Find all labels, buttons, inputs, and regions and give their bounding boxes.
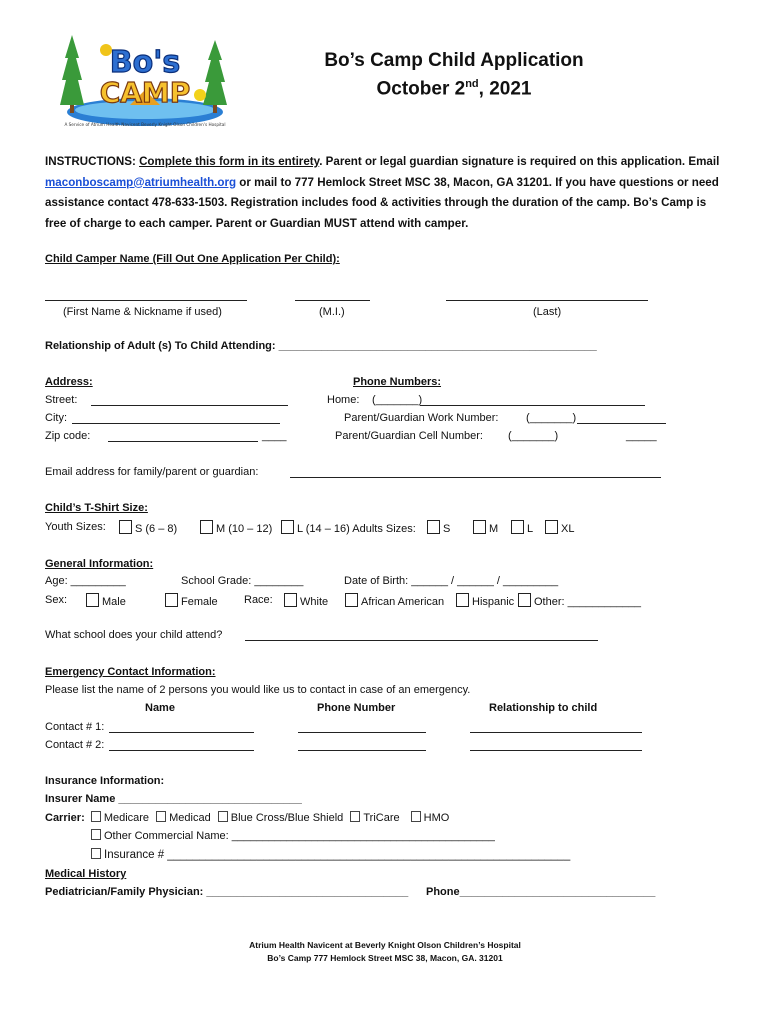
- other-commercial-checkbox[interactable]: [91, 829, 101, 840]
- youth-s-option[interactable]: [119, 520, 177, 535]
- email-label: Email address for family/parent or guardian:: [45, 466, 259, 478]
- checkbox[interactable]: [427, 520, 440, 534]
- hmo-label: HMO: [423, 812, 450, 824]
- insurance-number-row[interactable]: [91, 848, 570, 861]
- age-field[interactable]: Age: _________: [45, 575, 126, 587]
- checkbox[interactable]: [345, 593, 358, 607]
- youth-sizes-label: Youth Sizes:: [45, 521, 106, 533]
- checkbox[interactable]: [200, 520, 213, 534]
- cell-phone-field[interactable]: _____: [626, 430, 657, 442]
- address-heading: Address:: [45, 376, 93, 388]
- sex-male-option[interactable]: [86, 593, 126, 608]
- col-phone: Phone Number: [317, 702, 396, 714]
- adult-l-option[interactable]: [511, 520, 533, 535]
- checkbox[interactable]: [545, 520, 558, 534]
- instructions-label: INSTRUCTIONS:: [45, 155, 136, 168]
- option-label: White: [300, 596, 329, 608]
- medicad-label: Medicad: [169, 812, 211, 824]
- carrier-label: Carrier:: [45, 812, 85, 824]
- sex-female-option[interactable]: [165, 593, 218, 608]
- city-label: City:: [45, 412, 67, 424]
- checkbox[interactable]: [518, 593, 531, 607]
- checkbox[interactable]: [473, 520, 486, 534]
- physician-field[interactable]: Pediatrician/Family Physician: _________________________________: [45, 886, 409, 898]
- option-label: S (6 – 8): [135, 523, 178, 535]
- contact2-name-field[interactable]: [109, 750, 254, 751]
- adult-s-option[interactable]: [427, 520, 450, 535]
- zip-label: Zip code:: [45, 430, 91, 442]
- other-commercial-label: Other Commercial Name: ___________________________________________: [104, 830, 495, 842]
- street-label: Street:: [45, 394, 78, 406]
- insurer-name-field[interactable]: Insurer Name ______________________________: [45, 793, 302, 805]
- date-suffix: , 2021: [478, 78, 532, 100]
- tshirt-heading: Child’s T-Shirt Size:: [45, 502, 148, 514]
- youth-m-option[interactable]: [200, 520, 272, 535]
- email-link[interactable]: maconboscamp@atriumhealth.org: [45, 175, 237, 189]
- option-label: Hispanic: [472, 596, 515, 608]
- option-label: M: [489, 523, 499, 535]
- medical-history-heading: Medical History: [45, 868, 127, 880]
- contact1-phone-field[interactable]: [298, 732, 426, 733]
- option-label: L: [527, 523, 534, 535]
- contact1-name-field[interactable]: [109, 732, 254, 733]
- contact2-phone-field[interactable]: [298, 750, 426, 751]
- race-label: Race:: [244, 594, 273, 606]
- instructions: [45, 152, 725, 234]
- race-white-option[interactable]: [284, 593, 328, 608]
- adult-xl-option[interactable]: [545, 520, 574, 535]
- checkbox[interactable]: [511, 520, 524, 534]
- home-phone-field[interactable]: [420, 405, 645, 406]
- date-prefix: October 2: [376, 78, 466, 100]
- contact2-relationship-field[interactable]: [470, 750, 642, 751]
- tricare-checkbox[interactable]: [350, 811, 360, 822]
- option-label: Female: [181, 596, 218, 608]
- instructions-text2: or mail to 777 Hemlock Street MSC 38, Macon, GA 31201. If you have questions or need assistance contact 478-633-1503. Registration includes food & activities through the duration of the camp. Bo’s Camp is free of charge to each camper. Parent or Guardian MUST attend with camper.: [45, 175, 719, 230]
- insurance-number-label: Insurance # _______________________________________________________________: [104, 849, 571, 861]
- race-hispanic-option[interactable]: [456, 593, 514, 608]
- option-label: M (10 – 12): [216, 523, 273, 535]
- zip-tail: ____: [262, 430, 287, 442]
- contact1-label: Contact # 1:: [45, 721, 105, 733]
- page-title: Bo’s Camp Child Application: [324, 50, 584, 71]
- checkbox[interactable]: [165, 593, 178, 607]
- page-subtitle-date: [304, 78, 604, 100]
- general-heading: General Information:: [45, 558, 154, 570]
- city-field[interactable]: [72, 423, 280, 424]
- col-relationship: Relationship to child: [489, 702, 598, 714]
- adult-m-option[interactable]: [473, 520, 498, 535]
- footer-line1: Atrium Health Navicent at Beverly Knight Olson Children’s Hospital: [249, 940, 521, 950]
- last-name-field[interactable]: [446, 300, 648, 301]
- option-label: Male: [102, 596, 126, 608]
- carrier-row: [45, 811, 449, 824]
- tricare-label: TriCare: [363, 812, 400, 824]
- option-label: Other: ____________: [534, 596, 642, 608]
- insurance-heading: Insurance Information:: [45, 775, 165, 787]
- phone-heading: Phone Numbers:: [353, 376, 442, 388]
- camper-name-heading: Child Camper Name (Fill Out One Application Per Child):: [45, 253, 340, 265]
- race-aa-option[interactable]: [345, 593, 444, 608]
- relationship-field[interactable]: Relationship of Adult (s) To Child Attending: ____________________________________________________: [45, 340, 597, 352]
- bos-camp-logo: [50, 30, 240, 130]
- option-label: L (14 – 16) Adults Sizes:: [297, 523, 416, 535]
- first-name-caption: (First Name & Nickname if used): [63, 306, 222, 318]
- youth-l-option[interactable]: [281, 520, 416, 535]
- instructions-underlined: Complete this form in its entirety: [139, 155, 320, 168]
- medicare-checkbox[interactable]: [91, 811, 101, 822]
- checkbox[interactable]: [281, 520, 294, 534]
- work-phone-field[interactable]: [577, 423, 666, 424]
- checkbox[interactable]: [119, 520, 132, 534]
- home-area-code[interactable]: (_______): [372, 394, 423, 406]
- mi-caption: (M.I.): [319, 306, 345, 318]
- logo-graphic: [50, 30, 240, 130]
- checkbox[interactable]: [86, 593, 99, 607]
- checkbox[interactable]: [284, 593, 297, 607]
- sex-label: Sex:: [45, 594, 68, 606]
- contact2-label: Contact # 2:: [45, 739, 105, 751]
- zip-field[interactable]: [108, 441, 258, 442]
- instructions-text1: . Parent or legal guardian signature is required on this application. Email: [319, 155, 720, 168]
- physician-phone-field[interactable]: Phone________________________________: [426, 886, 656, 898]
- work-phone-label: Parent/Guardian Work Number:: [344, 412, 499, 424]
- street-field[interactable]: [91, 405, 288, 406]
- first-name-field[interactable]: [45, 300, 247, 301]
- footer-line2: Bo’s Camp 777 Hemlock Street MSC 38, Macon, GA. 31201: [267, 953, 503, 963]
- option-label: XL: [561, 523, 575, 535]
- logo-text-top: Bo's: [109, 45, 181, 80]
- checkbox[interactable]: [456, 593, 469, 607]
- bcbs-label: Blue Cross/Blue Shield: [230, 812, 344, 824]
- insurance-number-checkbox[interactable]: [91, 848, 101, 859]
- emergency-desc: Please list the name of 2 persons you would like us to contact in case of an emergency.: [45, 684, 471, 696]
- school-question-label: What school does your child attend?: [45, 629, 223, 641]
- col-name: Name: [145, 702, 175, 714]
- work-area-code[interactable]: (_______): [526, 412, 577, 424]
- cell-phone-label: Parent/Guardian Cell Number:: [335, 430, 483, 442]
- medicare-label: Medicare: [103, 812, 150, 824]
- logo-text-bottom: CAMP: [99, 76, 191, 109]
- medicad-checkbox[interactable]: [156, 811, 166, 822]
- cell-area-code[interactable]: (_______): [508, 430, 559, 442]
- last-name-caption: (Last): [533, 306, 562, 318]
- option-label: African American: [361, 596, 445, 608]
- date-sup: nd: [465, 78, 479, 90]
- logo-tagline: A Service of Atrium Health Navicent Beverly Knight Olson Children's Hospital: [64, 122, 226, 127]
- school-field[interactable]: [245, 640, 598, 641]
- emergency-heading: Emergency Contact Information:: [45, 666, 216, 678]
- mi-field[interactable]: [295, 300, 370, 301]
- bcbs-checkbox[interactable]: [218, 811, 228, 822]
- email-field[interactable]: [290, 477, 661, 478]
- race-other-option[interactable]: [518, 593, 641, 608]
- other-commercial-row[interactable]: [91, 829, 495, 842]
- option-label: S: [443, 523, 451, 535]
- contact1-relationship-field[interactable]: [470, 732, 642, 733]
- school-grade-field[interactable]: School Grade: ________: [181, 575, 304, 587]
- dob-field[interactable]: Date of Birth: ______ / ______ / _________: [344, 575, 559, 587]
- hmo-checkbox[interactable]: [411, 811, 421, 822]
- home-phone-label: Home:: [327, 394, 360, 406]
